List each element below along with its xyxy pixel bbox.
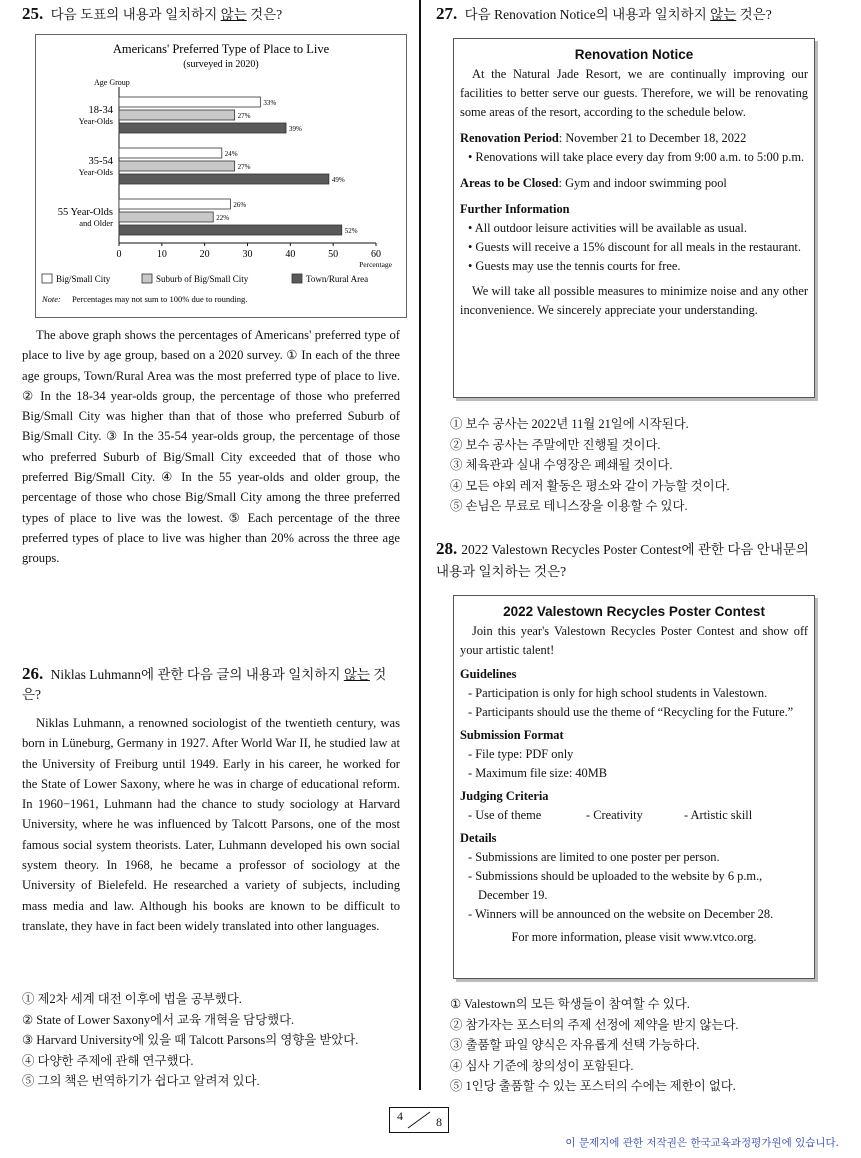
category-label: Year-Olds xyxy=(78,167,113,177)
renovation-period xyxy=(460,129,808,148)
q27-header xyxy=(436,4,824,25)
x-tick-label: 30 xyxy=(242,249,253,260)
q25-question-underlined: 않는 xyxy=(220,7,247,22)
q27-question-pre: 다음 Renovation Notice의 내용과 일치하지 xyxy=(464,7,707,22)
bar-value-label: 22% xyxy=(216,214,230,222)
category-label: 35-54 xyxy=(88,156,113,167)
renovation-period-bullet: • Renovations will take place every day from 9:00 a.m. to 5:00 p.m. xyxy=(468,150,805,164)
bar-value-label: 27% xyxy=(237,163,251,171)
detail-2: - Submissions should be uploaded to the website by 6 p.m., December 19. xyxy=(468,869,763,902)
x-axis-title: Percentage xyxy=(359,260,392,269)
details-label: Details xyxy=(460,831,497,845)
renovation-info-label: Further Information xyxy=(460,202,570,216)
chart-subtitle: (surveyed in 2020) xyxy=(183,59,259,70)
renovation-info-bullet-2: • Guests will receive a 15% discount for all meals in the restaurant. xyxy=(468,240,801,254)
x-tick-label: 10 xyxy=(156,249,167,260)
q25-header xyxy=(22,4,407,25)
format-2: - Maximum file size: 40MB xyxy=(468,766,608,780)
renovation-period-value: : November 21 to December 18, 2022 xyxy=(558,131,747,145)
guideline-2: - Participants should use the theme of “Recycling for the Future.” xyxy=(468,705,794,719)
bar-0-2 xyxy=(119,199,230,209)
renovation-period-label: Renovation Period xyxy=(460,131,559,145)
q26-options xyxy=(22,989,407,1092)
q28-options xyxy=(450,994,820,1097)
q27-options xyxy=(450,414,820,517)
q25-number: 25. xyxy=(22,4,44,23)
format-label: Submission Format xyxy=(460,728,564,742)
q27-number: 27. xyxy=(436,4,458,23)
q26-option-3[interactable]: ③ Harvard University에 있을 때 Talcott Parsons의 영향을 받았다. xyxy=(22,1033,359,1047)
q26-option-5[interactable]: ⑤ 그의 책은 번역하기가 쉽다고 알려져 있다. xyxy=(22,1074,260,1088)
bar-value-label: 26% xyxy=(233,201,247,209)
criteria-1: - Use of theme xyxy=(468,808,542,822)
detail-1: - Submissions are limited to one poster per person. xyxy=(468,850,720,864)
x-tick-label: 50 xyxy=(328,249,339,260)
criteria-3: - Artistic skill xyxy=(684,808,753,822)
bar-value-label: 49% xyxy=(331,176,345,184)
bar-value-label: 52% xyxy=(344,227,358,235)
chart-title: Americans' Preferred Type of Place to Live xyxy=(112,42,330,56)
legend-label: Big/Small City xyxy=(56,274,111,284)
q27-question-underlined: 않는 xyxy=(710,7,737,22)
legend-swatch xyxy=(42,274,52,283)
q28-question-line2: 내용과 일치하는 것은? xyxy=(436,564,567,579)
category-label: Year-Olds xyxy=(78,116,113,126)
bar-value-label: 39% xyxy=(289,125,302,133)
q26-paragraph: Niklas Luhmann, a renowned sociologist of the twentieth century, was born in Lüneburg, Germany in 1927. After World War II, he studied law at the University of Freiburg until 1949. Early in his career, he worked for the State of Lower Saxony, where he was in charge of educational reform. In 1960−1961, Luhmann had the chance to study sociology at Harvard University, where he was influenced by Talcott Parsons, one of the most famous social system theorists. Later, Luhmann developed his own social system theory. In 1968, he became a professor of sociology at the University of Bielefeld. He researched a variety of subjects, including mass media and law. Although his books are known to be difficult to translate, they have in fact been widely translated into other languages. xyxy=(22,716,400,933)
bar-value-label: 33% xyxy=(263,99,277,107)
q26-number: 26. xyxy=(22,664,44,683)
q27-option-3[interactable]: ③ 체육관과 실내 수영장은 폐쇄될 것이다. xyxy=(450,458,673,472)
renovation-closed-value: : Gym and indoor swimming pool xyxy=(558,176,727,190)
criteria-label: Judging Criteria xyxy=(460,789,549,803)
poster-contest-closing: For more information, please visit www.vtco.org. xyxy=(511,930,757,944)
q26-option-2[interactable]: ② State of Lower Saxony에서 교육 개혁을 담당했다. xyxy=(22,1012,295,1027)
q28-option-4[interactable]: ④ 심사 기준에 창의성이 포함된다. xyxy=(450,1058,634,1073)
guidelines-label: Guidelines xyxy=(460,667,517,681)
copyright-notice: 이 문제지에 관한 저작권은 한국교육과정평가원에 있습니다. xyxy=(565,1137,839,1149)
q28-option-1[interactable]: ① Valestown의 모든 학생들이 참여할 수 있다. xyxy=(450,997,690,1011)
category-label: 55 Year-Olds xyxy=(57,207,113,218)
bar-1-0 xyxy=(119,110,235,120)
x-tick-label: 0 xyxy=(116,249,122,260)
bar-value-label: 24% xyxy=(224,150,238,158)
renovation-info-bullet-3: • Guests may use the tennis courts for free. xyxy=(468,259,681,273)
renovation-closed-label: Areas to be Closed xyxy=(460,176,559,190)
q28-option-2[interactable]: ② 참가자는 포스터의 주제 선정에 제약을 받지 않는다. xyxy=(450,1017,739,1032)
legend-label: Town/Rural Area xyxy=(306,274,369,284)
category-label: 18-34 xyxy=(88,105,113,116)
renovation-closed xyxy=(460,174,808,193)
guideline-1: - Participation is only for high school students in Valestown. xyxy=(468,686,768,700)
renovation-notice-box xyxy=(453,38,815,398)
renovation-notice-title: Renovation Notice xyxy=(574,47,694,62)
q28-option-5[interactable]: ⑤ 1인당 출품할 수 있는 포스터의 수에는 제한이 없다. xyxy=(450,1079,736,1093)
x-tick-label: 60 xyxy=(371,249,381,260)
category-label: and Older xyxy=(79,218,113,228)
page-total: 8 xyxy=(436,1115,442,1129)
page-number-box xyxy=(389,1107,449,1133)
renovation-intro: At the Natural Jade Resort, we are continually improving our facilities to better serve our guests. Therefore, we will be renovating some areas of the resort, according to the schedule below. xyxy=(460,67,808,119)
q26-header xyxy=(22,664,402,705)
chart-box xyxy=(35,34,407,318)
bar-chart xyxy=(36,35,406,317)
legend-swatch xyxy=(292,274,302,283)
bar-2-0 xyxy=(119,123,286,133)
q27-option-2[interactable]: ② 보수 공사는 주말에만 진행될 것이다. xyxy=(450,437,661,452)
bar-1-2 xyxy=(119,212,213,222)
q25-question-post: 것은? xyxy=(250,7,283,22)
chart-note-label: Note: xyxy=(42,294,61,304)
q26-question-underlined: 않는 xyxy=(343,667,370,682)
x-tick-label: 40 xyxy=(285,249,296,260)
q27-option-5[interactable]: ⑤ 손님은 무료로 테니스장을 이용할 수 있다. xyxy=(450,499,688,513)
q28-question-line1: 2022 Valestown Recycles Poster Contest에 관한 다음 안내문의 xyxy=(461,542,809,557)
bar-0-1 xyxy=(119,148,222,158)
q28-option-3[interactable]: ③ 출품할 파일 양식은 자유롭게 선택 가능하다. xyxy=(450,1038,700,1052)
q28-number: 28. xyxy=(436,539,458,558)
q27-option-1[interactable]: ① 보수 공사는 2022년 11월 21일에 시작된다. xyxy=(450,417,689,431)
poster-contest-box xyxy=(453,595,815,979)
renovation-info-bullet-1: • All outdoor leisure activities will be available as usual. xyxy=(468,221,747,235)
y-axis-title: Age Group xyxy=(94,78,130,87)
q27-option-4[interactable]: ④ 모든 야외 레저 활동은 평소와 같이 가능할 것이다. xyxy=(450,478,730,493)
q26-question-pre: Niklas Luhmann에 관한 다음 글의 내용과 일치하지 xyxy=(50,667,341,682)
bar-value-label: 27% xyxy=(237,112,251,120)
q27-question-post: 것은? xyxy=(739,7,772,22)
q25-question-pre: 다음 도표의 내용과 일치하지 xyxy=(50,7,218,22)
page-current: 4 xyxy=(397,1109,403,1123)
q28-header xyxy=(436,539,824,582)
bar-2-2 xyxy=(119,225,342,235)
chart-note: Percentages may not sum to 100% due to rounding. xyxy=(72,294,248,304)
column-divider xyxy=(419,0,421,1090)
bar-2-1 xyxy=(119,174,329,184)
format-1: - File type: PDF only xyxy=(468,747,574,761)
detail-3: - Winners will be announced on the website on December 28. xyxy=(468,907,774,921)
legend-swatch xyxy=(142,274,152,283)
q26-question-post: 것은? xyxy=(22,667,387,702)
criteria-2: - Creativity xyxy=(586,808,643,822)
renovation-closing: We will take all possible measures to minimize noise and any other inconvenience. We sincerely appreciate your understanding. xyxy=(460,284,808,317)
bar-1-1 xyxy=(119,161,235,171)
x-tick-label: 20 xyxy=(199,249,210,260)
q26-option-1[interactable]: ① 제2차 세계 대전 이후에 법을 공부했다. xyxy=(22,992,242,1006)
legend-label: Suburb of Big/Small City xyxy=(156,274,249,284)
poster-contest-title: 2022 Valestown Recycles Poster Contest xyxy=(503,604,765,619)
q25-paragraph: The above graph shows the percentages of Americans' preferred type of place to live by age group, based on a 2020 survey. ① In each of the three age groups, Town/Rural Area was the most preferred type of place to live. ② In the 18-34 year-olds group, the percentage of those who preferred Big/Small City was higher than that of those who preferred Suburb of Big/Small City. ③ In the 35-54 year-olds group, the percentage of those who preferred Suburb of Big/Small City exceeded that of those who preferred Big/Small City. ④ In the 55 year-olds and older group, the percentage of those who chose Big/Small City among the three preferred types of place to live was the lowest. ⑤ Each percentage of the three preferred types of place to live was higher than 20% across the three age groups. xyxy=(22,328,400,566)
q26-option-4[interactable]: ④ 다양한 주제에 관해 연구했다. xyxy=(22,1053,194,1068)
poster-contest-intro: Join this year's Valestown Recycles Poster Contest and show off your artistic talent! xyxy=(460,624,808,657)
bar-0-0 xyxy=(119,97,260,107)
criteria-row xyxy=(460,806,808,825)
